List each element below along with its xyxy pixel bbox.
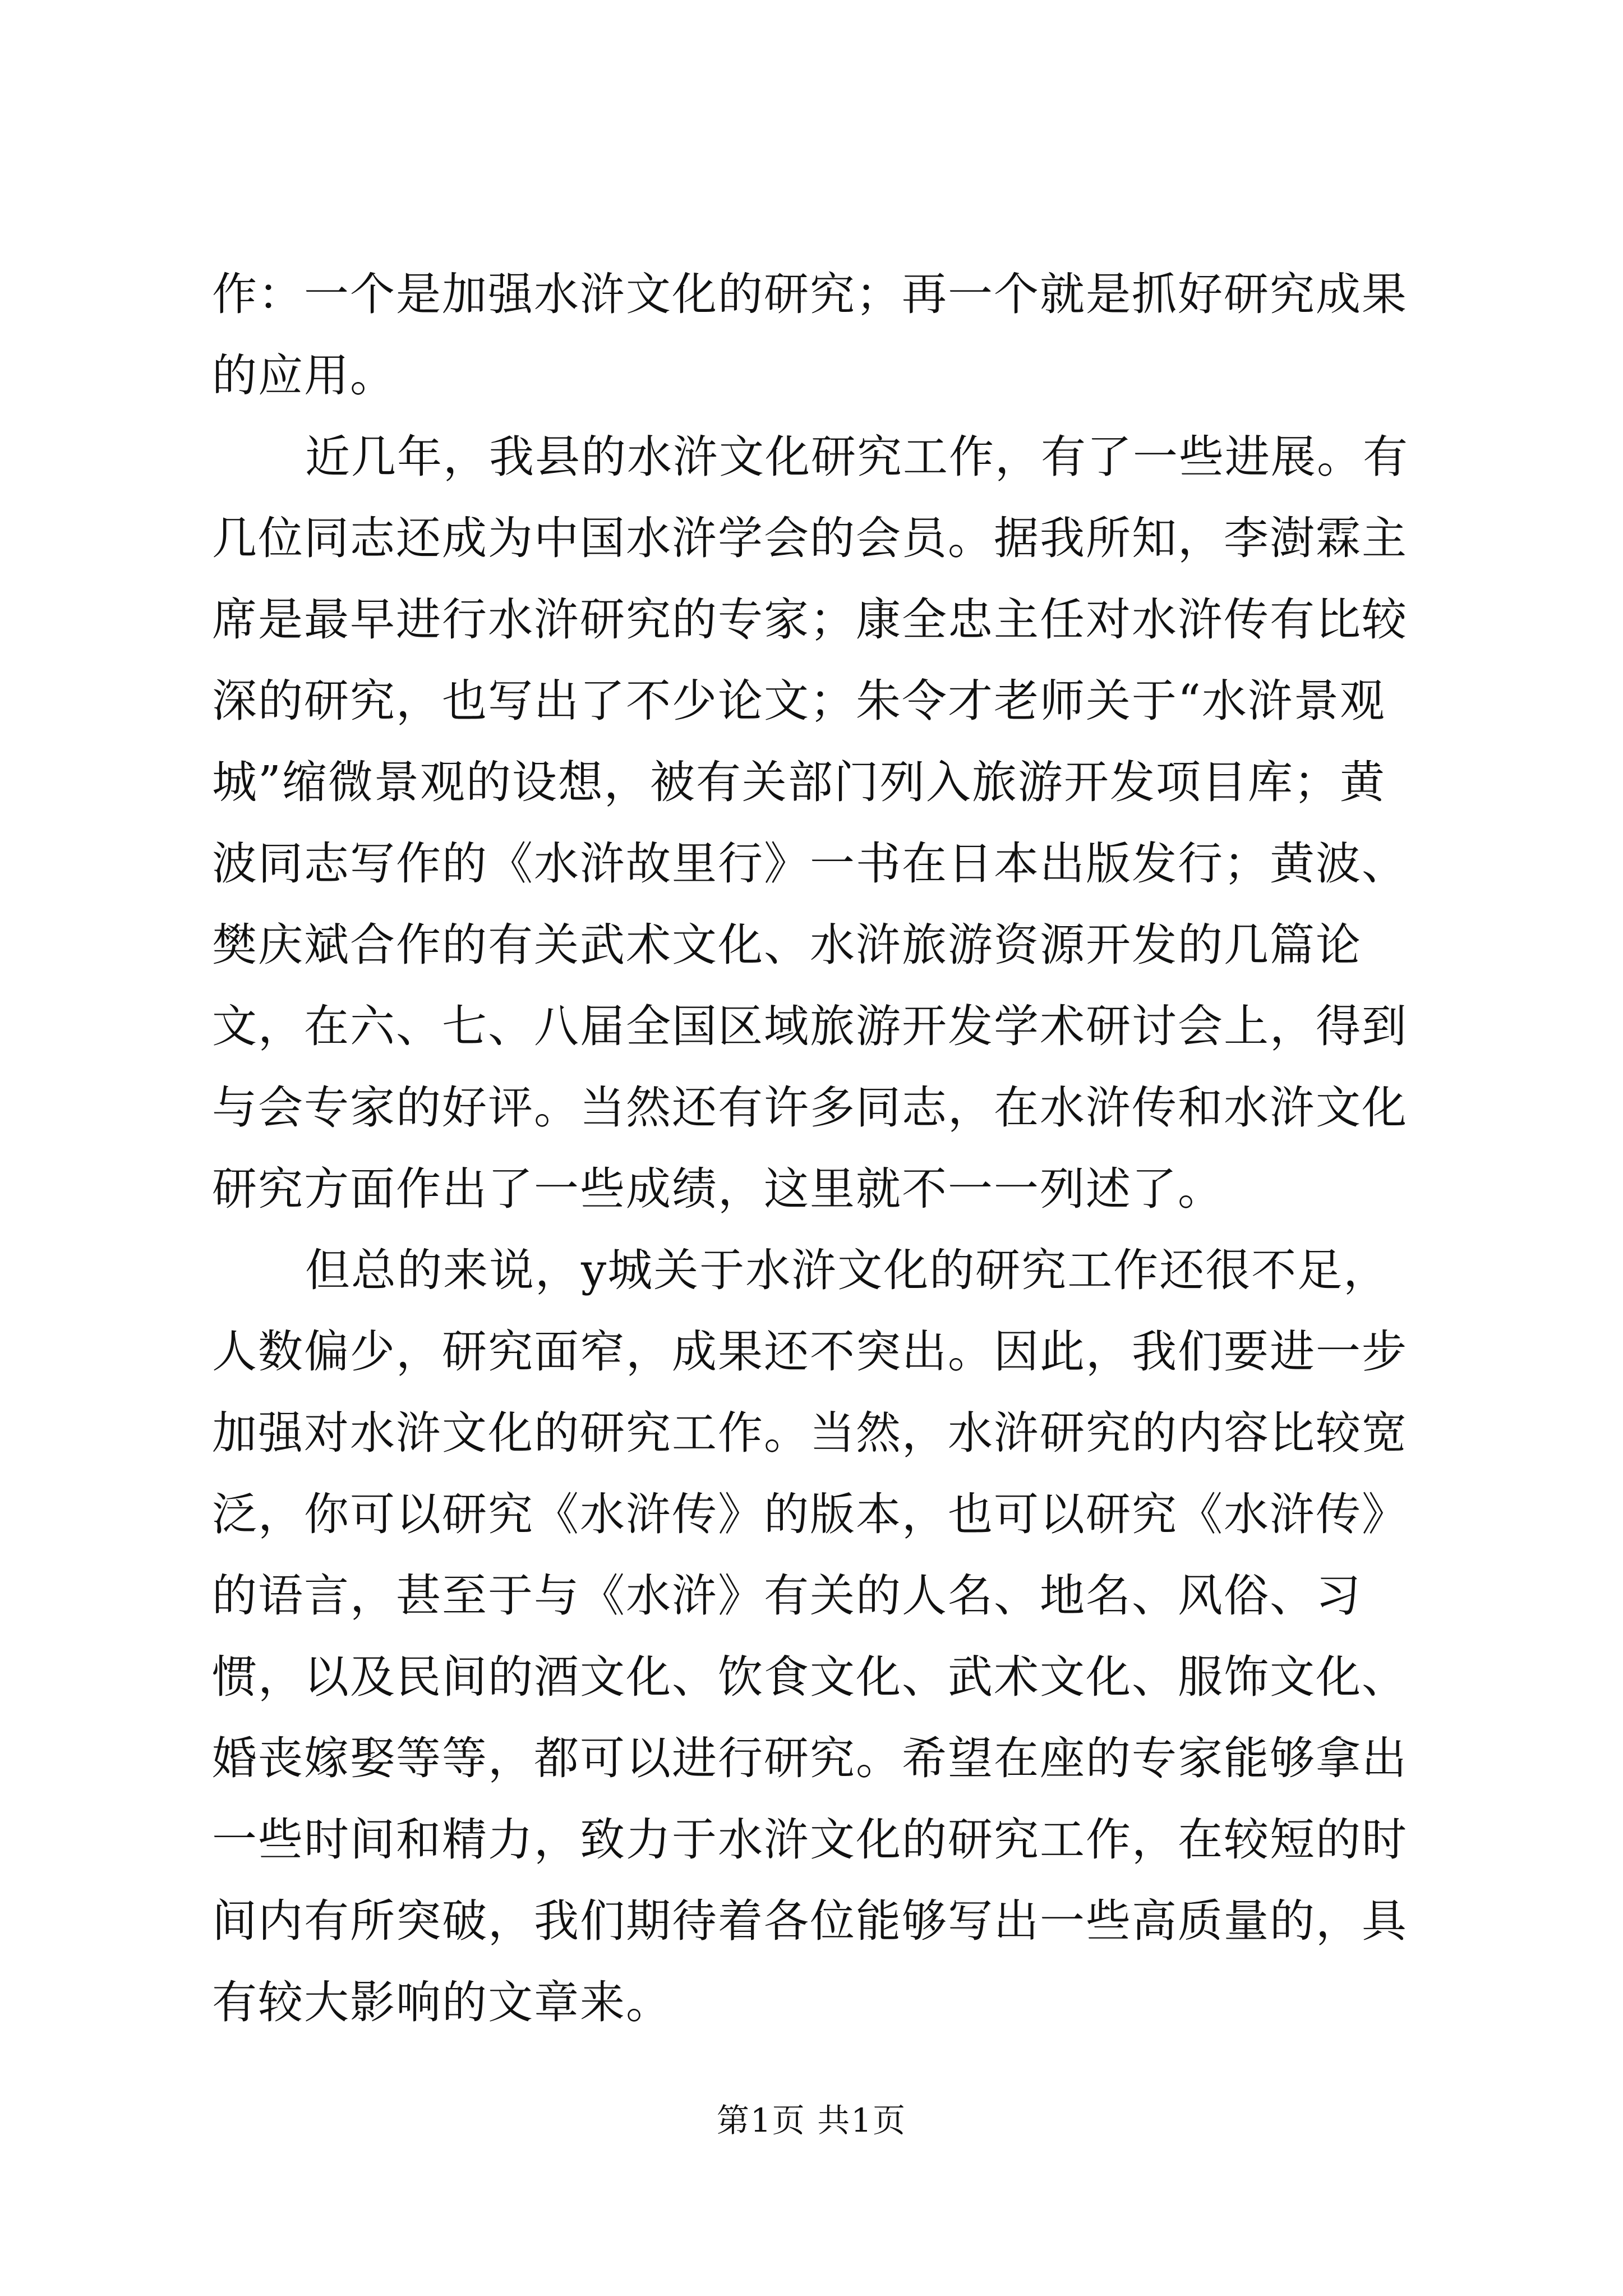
paragraph-2: 近几年，我县的水浒文化研究工作，有了一些进展。有几位同志还成为中国水浒学会的会员。据我所知，李澍霖主席是最早进行水浒研究的专家；康全忠主任对水浒传有比较深的研究，也写出了不少论文；朱令才老师关于“水浒景观城”缩微景观的设想，被有关部门列入旅游开发项目库；黄波同志写作的《水浒故里行》一书在日本出版发行；黄波、樊庆斌合作的有关武术文化、水浒旅游资源开发的几篇论文，在六、七、八届全国区域旅游开发学术研讨会上，得到与会专家的好评。当然还有许多同志，在水浒传和水浒文化研究方面作出了一些成绩，这里就不一一列述了。 bbox=[212, 431, 1409, 1215]
document-body bbox=[212, 254, 1418, 2043]
page-footer: 第1页 共1页 bbox=[716, 2101, 907, 2139]
paragraph-3: 但总的来说，y城关于水浒文化的研究工作还很不足，人数偏少，研究面窄，成果还不突出。因此，我们要进一步加强对水浒文化的研究工作。当然，水浒研究的内容比较宽泛，你可以研究《水浒传》的版本，也可以研究《水浒传》的语言，甚至于与《水浒》有关的人名、地名、风俗、习惯，以及民间的酒文化、饮食文化、武术文化、服饰文化、婚丧嫁娶等等，都可以进行研究。希望在座的专家能够拿出一些时间和精力，致力于水浒文化的研究工作，在较短的时间内有所突破，我们期待着各位能够写出一些高质量的，具有较大影响的文章来。 bbox=[212, 1244, 1408, 2028]
paragraph-1: 作：一个是加强水浒文化的研究；再一个就是抓好研究成果的应用。 bbox=[212, 268, 1408, 402]
